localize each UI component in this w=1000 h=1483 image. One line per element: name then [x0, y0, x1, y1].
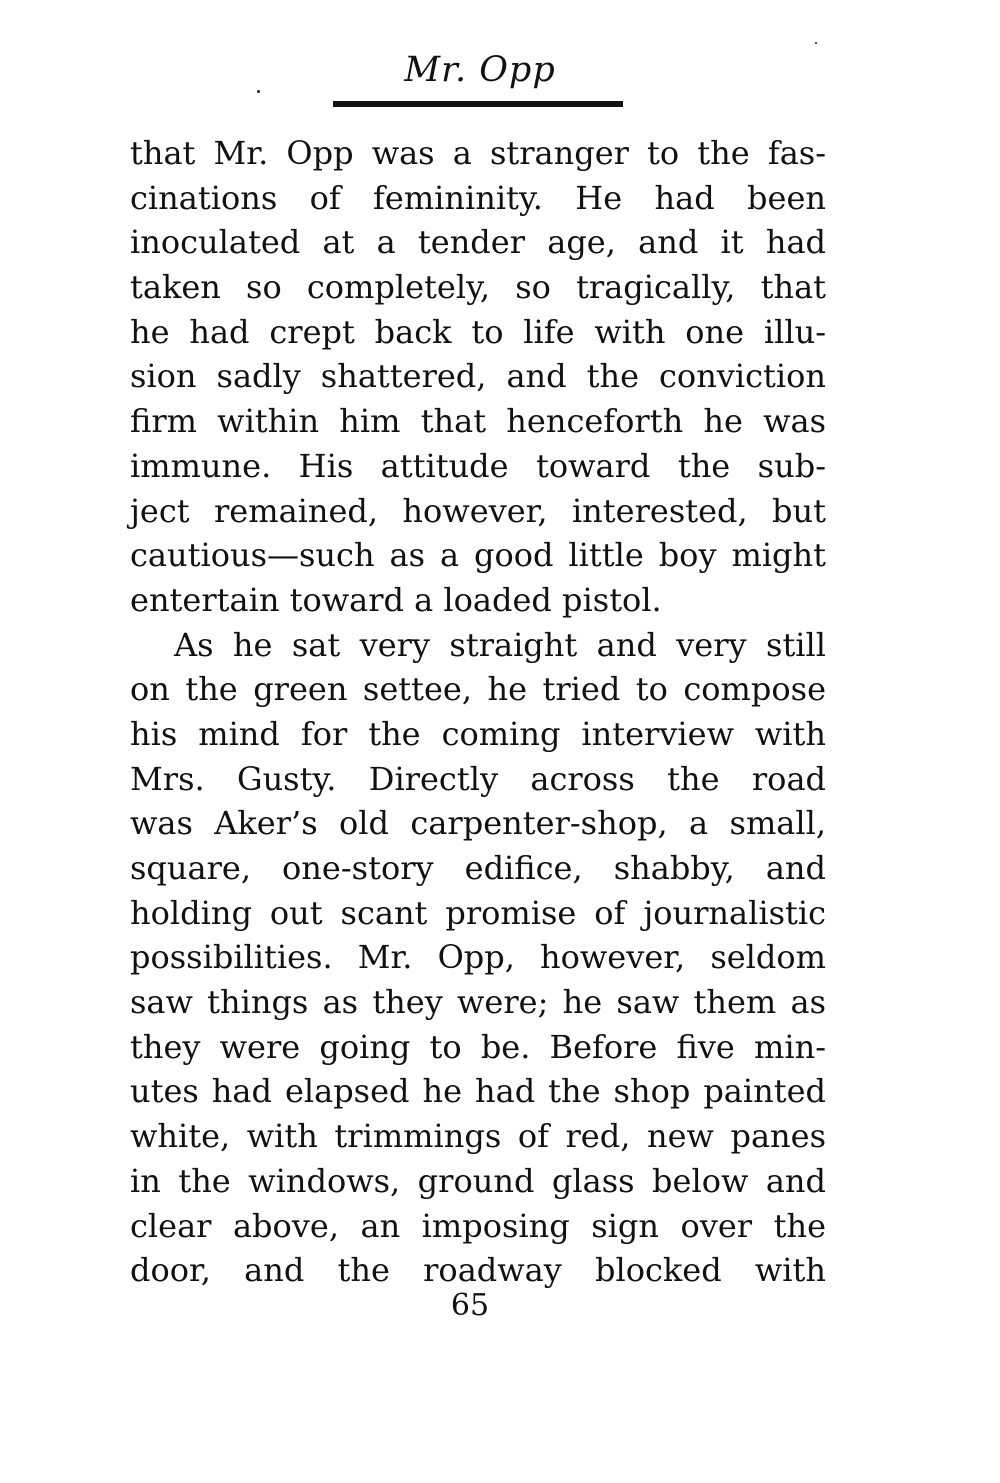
text-line: in the windows, ground glass below and	[130, 1161, 826, 1200]
text-line: he had crept back to life with one illu-	[130, 312, 826, 351]
text-line: clear above, an imposing sign over the	[130, 1206, 826, 1245]
text-line: taken so completely, so tragically, that	[130, 268, 826, 307]
print-speck	[257, 90, 260, 93]
text-line: holding out scant promise of journalistic	[130, 893, 826, 932]
text-line: that Mr. Opp was a stranger to the fas-	[130, 134, 826, 172]
text-line: square, one-story edifice, shabby, and	[130, 849, 826, 887]
text-line: possibilities. Mr. Opp, however, seldom	[130, 938, 826, 977]
text-line: door, and the roadway blocked with	[130, 1251, 826, 1290]
text-line: sion sadly shattered, and the conviction	[130, 357, 826, 396]
text-line: Mrs. Gusty. Directly across the road	[130, 759, 826, 798]
text-line: white, with trimmings of red, new panes	[130, 1117, 826, 1156]
text-line: firm within him that henceforth he was	[130, 402, 826, 441]
header-rule	[333, 101, 623, 107]
running-head: Mr. Opp	[404, 50, 556, 90]
print-speck	[815, 42, 817, 44]
text-line: immune. His attitude toward the sub-	[130, 446, 826, 485]
text-line: saw things as they were; he saw them as	[130, 983, 826, 1022]
text-line: his mind for the coming interview with	[130, 714, 826, 753]
text-line: As he sat very straight and very still	[174, 625, 826, 664]
body-text	[130, 131, 826, 1293]
text-line: cinations of femininity. He had been	[130, 178, 826, 217]
text-line: they were going to be. Before five min-	[130, 1027, 826, 1066]
text-line: ject remained, however, interested, but	[130, 491, 826, 530]
text-line: cautious—such as a good little boy might	[130, 536, 826, 575]
text-line: utes had elapsed he had the shop painted	[130, 1072, 826, 1111]
page-number: 65	[450, 1288, 490, 1323]
text-line: inoculated at a tender age, and it had	[130, 223, 826, 262]
text-line: was Aker’s old carpenter-shop, a small,	[130, 804, 826, 843]
text-line: on the green settee, he tried to compose	[130, 670, 826, 709]
text-line: entertain toward a loaded pistol.	[130, 580, 662, 619]
